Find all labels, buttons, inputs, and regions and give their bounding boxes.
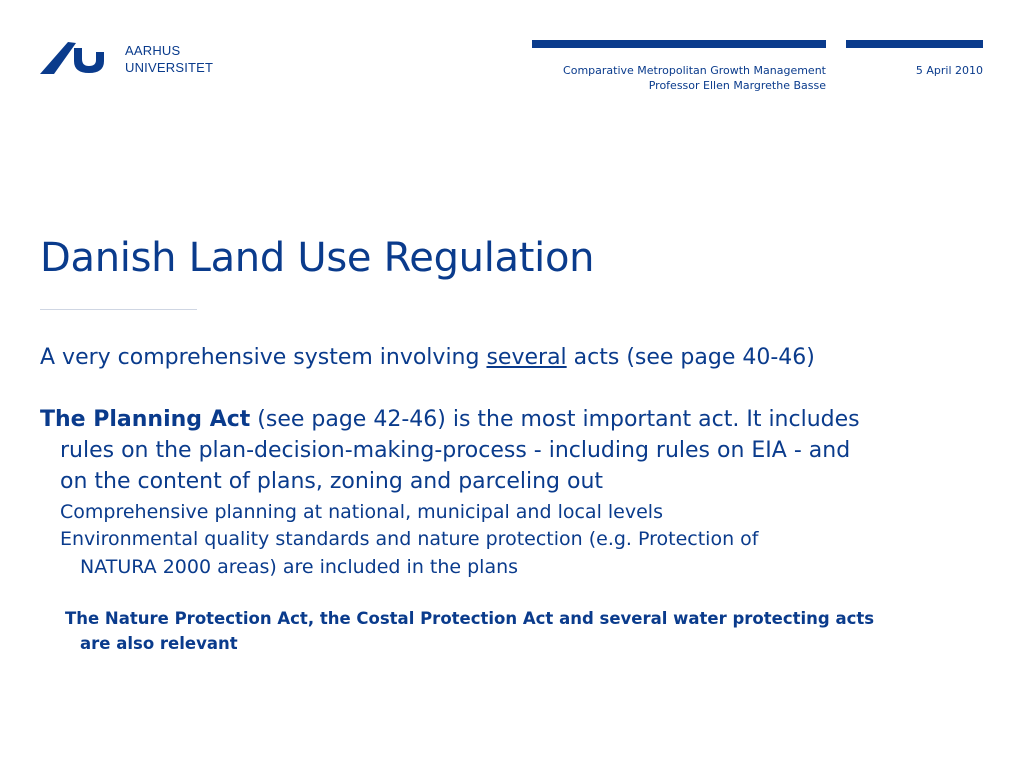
aarhus-university-logo-icon <box>40 40 110 76</box>
planning-act-line2: rules on the plan-decision-making-process - including rules on EIA - and <box>60 438 851 463</box>
other-acts-line1: The Nature Protection Act, the Costal Protection Act and several water protecting acts <box>65 609 875 628</box>
planning-act-paragraph <box>40 404 980 497</box>
planning-act-line1 <box>40 404 980 435</box>
planning-act-bold: The Planning Act <box>40 407 251 432</box>
university-name-line2: UNIVERSITET <box>125 60 214 75</box>
header-bar-left <box>532 40 826 48</box>
sub-point-comprehensive: Comprehensive planning at national, municipal and local levels <box>60 501 663 523</box>
course-title: Comparative Metropolitan Growth Management <box>563 64 826 77</box>
intro-after: acts (see page 40-46) <box>566 345 815 370</box>
presentation-date: 5 April 2010 <box>915 64 983 77</box>
header-date-block <box>846 63 983 78</box>
header-bar-right <box>846 40 983 48</box>
header-meta <box>506 63 826 93</box>
planning-act-line3: on the content of plans, zoning and parceling out <box>60 469 604 494</box>
sub-point-environmental <box>60 525 758 581</box>
other-acts-line2: are also relevant <box>80 634 238 653</box>
planning-act-line1-rest: (see page 42-46) is the most important act. It includes <box>250 407 860 432</box>
slide-title: Danish Land Use Regulation <box>40 235 595 281</box>
university-name <box>125 42 213 76</box>
sub-point-environmental-line2: NATURA 2000 areas) are included in the plans <box>80 556 519 578</box>
intro-line <box>40 342 815 374</box>
presenter-name: Professor Ellen Margrethe Basse <box>648 79 826 92</box>
intro-before: A very comprehensive system involving <box>40 345 487 370</box>
title-divider <box>40 309 197 310</box>
intro-underlined: several <box>486 345 567 370</box>
other-acts-note <box>65 606 874 656</box>
university-name-line1: AARHUS <box>125 43 181 58</box>
sub-point-environmental-line1: Environmental quality standards and nature protection (e.g. Protection of <box>60 528 759 550</box>
